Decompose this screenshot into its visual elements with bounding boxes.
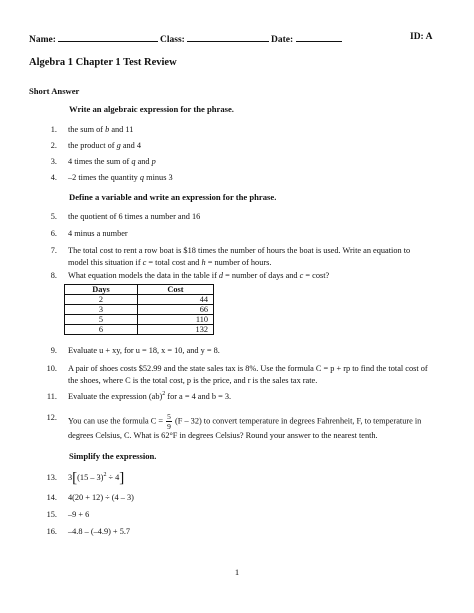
table-row <box>65 325 214 335</box>
table-cell-days: 2 <box>65 295 138 305</box>
days-cost-table <box>64 284 214 335</box>
table-cell-cost: 44 <box>138 295 214 305</box>
table-row <box>65 315 214 325</box>
date-label: Date: <box>271 32 342 45</box>
name-label: Name: <box>29 32 158 45</box>
page-title: Algebra 1 Chapter 1 Test Review <box>29 57 177 68</box>
table-cell-cost: 132 <box>138 325 214 335</box>
table-cell-cost: 66 <box>138 305 214 315</box>
page-number: 1 <box>234 567 240 577</box>
class-label: Class: <box>160 32 269 45</box>
instruction-1: Write an algebraic expression for the phrase. <box>69 104 234 114</box>
instruction-2: Define a variable and write an expression for the phrase. <box>69 192 277 202</box>
section-heading: Short Answer <box>29 86 80 96</box>
fraction-5-9: $\frac{5}{9}$ <box>167 412 171 431</box>
table-header-days: Days <box>65 285 138 295</box>
table-header-cost: Cost <box>138 285 214 295</box>
instruction-3: Simplify the expression. <box>69 451 157 461</box>
table-cell-days: 6 <box>65 325 138 335</box>
table-row <box>65 305 214 315</box>
table-cell-days: 5 <box>65 315 138 325</box>
table-cell-days: 3 <box>65 305 138 315</box>
table-cell-cost: 110 <box>138 315 214 325</box>
table-header-row <box>65 285 214 295</box>
id-label: ID: A <box>410 32 433 42</box>
table-row <box>65 295 214 305</box>
